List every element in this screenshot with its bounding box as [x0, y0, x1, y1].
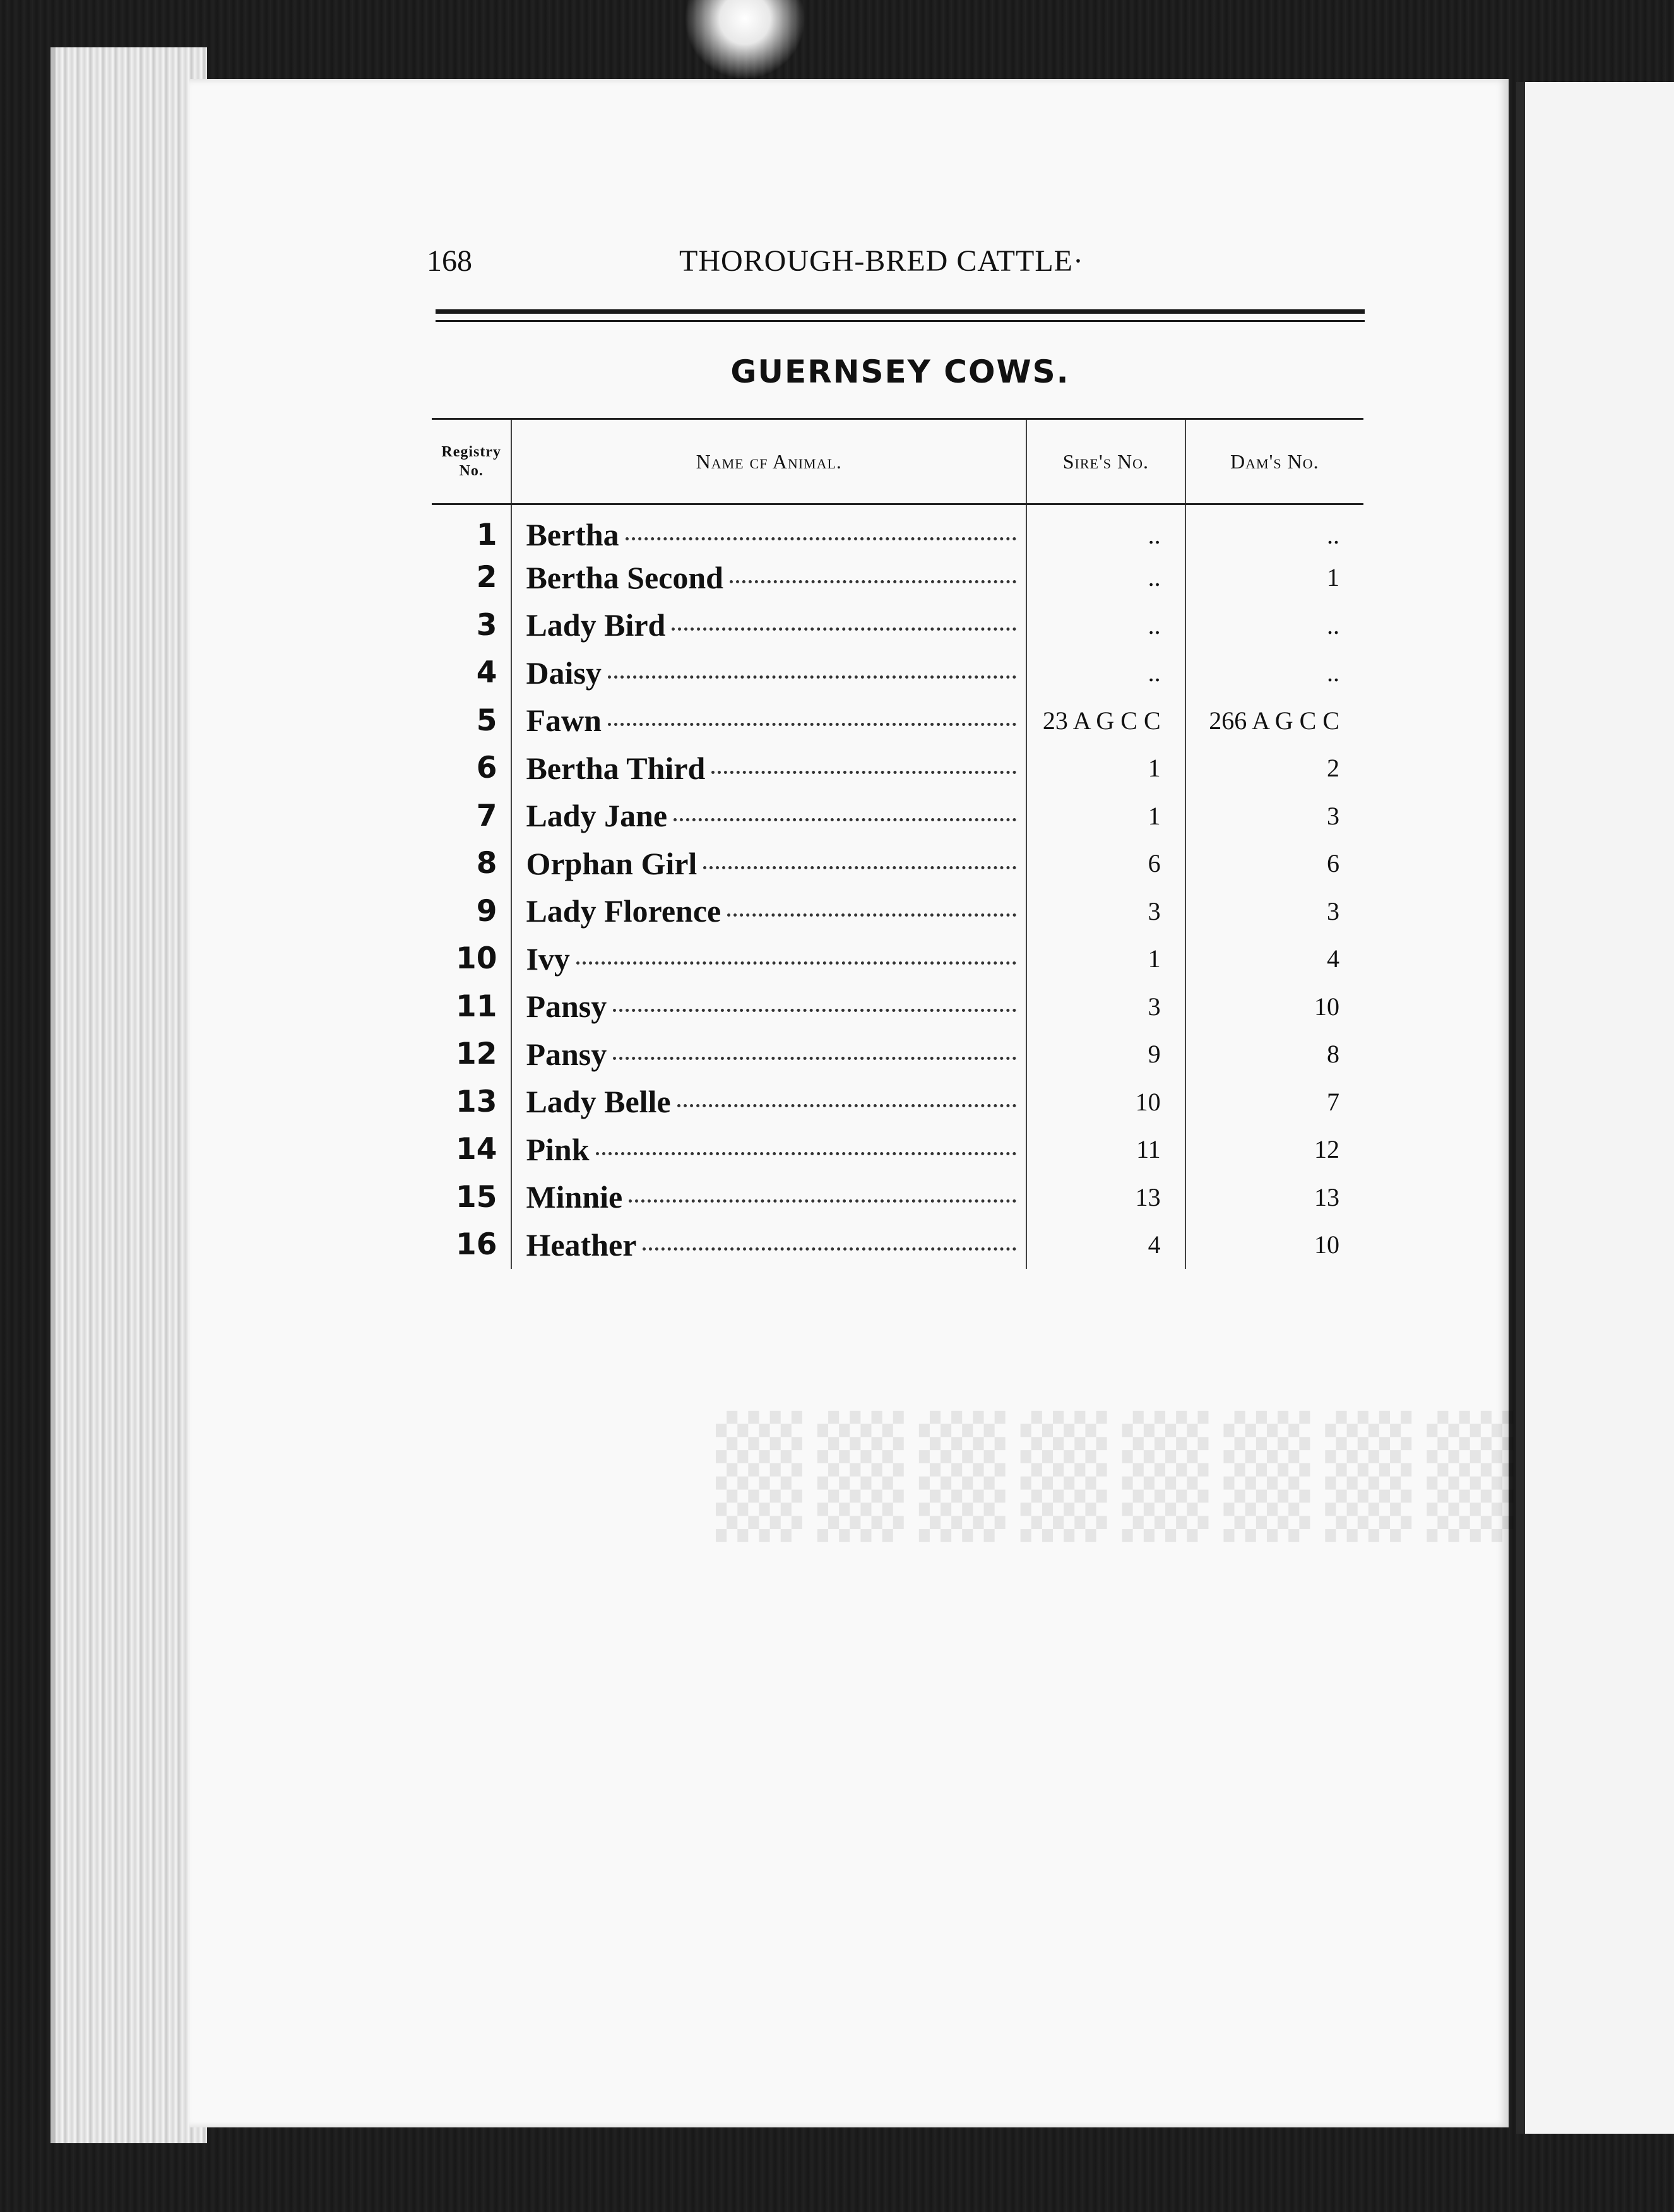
table-row: [432, 935, 1363, 983]
registry-number: 3: [476, 607, 497, 643]
animal-name: Bertha: [526, 517, 619, 552]
dam-number: 13: [1185, 1174, 1363, 1222]
table-header-row: [432, 419, 1363, 504]
sire-number: 9: [1026, 1030, 1185, 1078]
animal-name: Ivy: [526, 941, 570, 977]
dot-leader: [677, 1104, 1016, 1107]
dam-number: 6: [1185, 840, 1363, 888]
dam-number: 12: [1185, 1126, 1363, 1174]
dot-leader: [674, 818, 1016, 821]
page-number: 168: [427, 244, 472, 278]
sire-number: 6: [1026, 840, 1185, 888]
dot-leader: [613, 1057, 1016, 1060]
table-row: [432, 1078, 1363, 1126]
animal-name: Daisy: [526, 655, 602, 691]
sire-number: ..: [1026, 554, 1185, 602]
sire-number: 1: [1026, 792, 1185, 840]
animal-name-cell: [511, 602, 1026, 650]
column-header-sire: Sire's No.: [1026, 419, 1185, 504]
registry-header-line2: No.: [459, 463, 484, 479]
registry-number: 5: [476, 703, 497, 738]
registry-number: 4: [476, 655, 497, 691]
dot-leader: [613, 1009, 1016, 1012]
page-edges: [50, 47, 207, 2143]
animal-name: Pansy: [526, 1036, 607, 1072]
registry-number: 1: [476, 517, 497, 552]
registry-number: 11: [456, 989, 497, 1024]
table-row: [432, 1174, 1363, 1222]
dot-leader: [672, 627, 1016, 631]
facing-page-edge: [1516, 82, 1674, 2134]
column-header-name: Name cf Animal.: [511, 419, 1026, 504]
registry-table: [432, 418, 1363, 1269]
sire-number: 23 A G C C: [1026, 697, 1185, 745]
sire-number: 4: [1026, 1221, 1185, 1269]
dam-number: 4: [1185, 935, 1363, 983]
registry-number: 16: [456, 1227, 497, 1263]
registry-number: 2: [476, 560, 497, 595]
animal-name: Orphan Girl: [526, 845, 698, 881]
dam-number: 10: [1185, 1221, 1363, 1269]
animal-name-cell: [511, 504, 1026, 554]
dot-leader: [629, 1199, 1016, 1203]
sire-number: 1: [1026, 744, 1185, 792]
animal-name-cell: [511, 888, 1026, 936]
sire-number: ..: [1026, 649, 1185, 697]
animal-name-cell: [511, 1221, 1026, 1269]
registry-header-line1: Registry: [441, 444, 502, 460]
animal-name-cell: [511, 935, 1026, 983]
animal-name: Heather: [526, 1227, 637, 1263]
table-title: GUERNSEY COWS.: [730, 354, 1070, 390]
animal-name: Pink: [526, 1131, 590, 1167]
animal-name: Bertha Second: [526, 559, 723, 595]
sire-number: ..: [1026, 504, 1185, 554]
animal-name-cell: [511, 1174, 1026, 1222]
table-row: [432, 792, 1363, 840]
sire-number: ..: [1026, 602, 1185, 650]
animal-name: Lady Belle: [526, 1084, 671, 1120]
registry-number: 6: [476, 751, 497, 786]
animal-name-cell: [511, 554, 1026, 602]
dot-leader: [596, 1152, 1017, 1155]
animal-name: Lady Florence: [526, 893, 721, 929]
registry-number: 7: [476, 798, 497, 833]
running-title: THOROUGH-BRED CATTLE·: [679, 244, 1084, 278]
registry-number: 12: [456, 1037, 497, 1072]
dam-number: 3: [1185, 792, 1363, 840]
dot-leader: [643, 1247, 1016, 1251]
dot-leader: [711, 771, 1016, 774]
registry-number: 13: [456, 1084, 497, 1119]
sire-number: 3: [1026, 983, 1185, 1031]
table-body: [432, 504, 1363, 1269]
dam-number: ..: [1185, 649, 1363, 697]
table-row: [432, 840, 1363, 888]
animal-name-cell: [511, 983, 1026, 1031]
header-rule: [436, 309, 1365, 322]
dot-leader: [703, 866, 1016, 869]
sire-number: 3: [1026, 888, 1185, 936]
animal-name: Minnie: [526, 1179, 623, 1215]
dam-number: 10: [1185, 983, 1363, 1031]
table-row: [432, 983, 1363, 1031]
registry-number: 10: [456, 941, 497, 977]
dot-leader: [608, 723, 1016, 726]
dam-number: 7: [1185, 1078, 1363, 1126]
dam-number: 8: [1185, 1030, 1363, 1078]
registry-number: 15: [456, 1179, 497, 1215]
sire-number: 11: [1026, 1126, 1185, 1174]
table-row: [432, 504, 1363, 554]
dot-leader: [576, 961, 1016, 965]
table-row: [432, 1126, 1363, 1174]
animal-name-cell: [511, 1126, 1026, 1174]
dam-number: ..: [1185, 602, 1363, 650]
table-row: [432, 1221, 1363, 1269]
dam-number: 266 A G C C: [1185, 697, 1363, 745]
dam-number: ..: [1185, 504, 1363, 554]
dam-number: 3: [1185, 888, 1363, 936]
animal-name: Lady Bird: [526, 607, 666, 643]
animal-name-cell: [511, 792, 1026, 840]
table-row: [432, 649, 1363, 697]
dam-number: 2: [1185, 744, 1363, 792]
running-head: [427, 244, 1365, 288]
column-header-dam: Dam's No.: [1185, 419, 1363, 504]
sire-number: 13: [1026, 1174, 1185, 1222]
dam-number: 1: [1185, 554, 1363, 602]
table-row: [432, 1030, 1363, 1078]
sire-number: 1: [1026, 935, 1185, 983]
table-row: [432, 888, 1363, 936]
show-through-text: ▒▒▒▒▒▒▒▒: [701, 1411, 1514, 1542]
sire-number: 10: [1026, 1078, 1185, 1126]
table-row: [432, 697, 1363, 745]
dot-leader: [727, 913, 1016, 917]
animal-name-cell: [511, 840, 1026, 888]
dot-leader: [730, 580, 1016, 583]
animal-name: Pansy: [526, 989, 607, 1025]
table-row: [432, 554, 1363, 602]
animal-name-cell: [511, 649, 1026, 697]
column-header-registry: [432, 419, 511, 504]
animal-name: Bertha Third: [526, 750, 706, 786]
dot-leader: [626, 537, 1016, 540]
table-row: [432, 744, 1363, 792]
animal-name-cell: [511, 1078, 1026, 1126]
registry-number: 9: [476, 893, 497, 929]
animal-name-cell: [511, 697, 1026, 745]
registry-number: 14: [456, 1132, 497, 1167]
dot-leader: [608, 675, 1016, 679]
animal-name-cell: [511, 744, 1026, 792]
animal-name: Fawn: [526, 703, 602, 739]
registry-number: 8: [476, 846, 497, 881]
table-row: [432, 602, 1363, 650]
animal-name: Lady Jane: [526, 798, 668, 834]
animal-name-cell: [511, 1030, 1026, 1078]
